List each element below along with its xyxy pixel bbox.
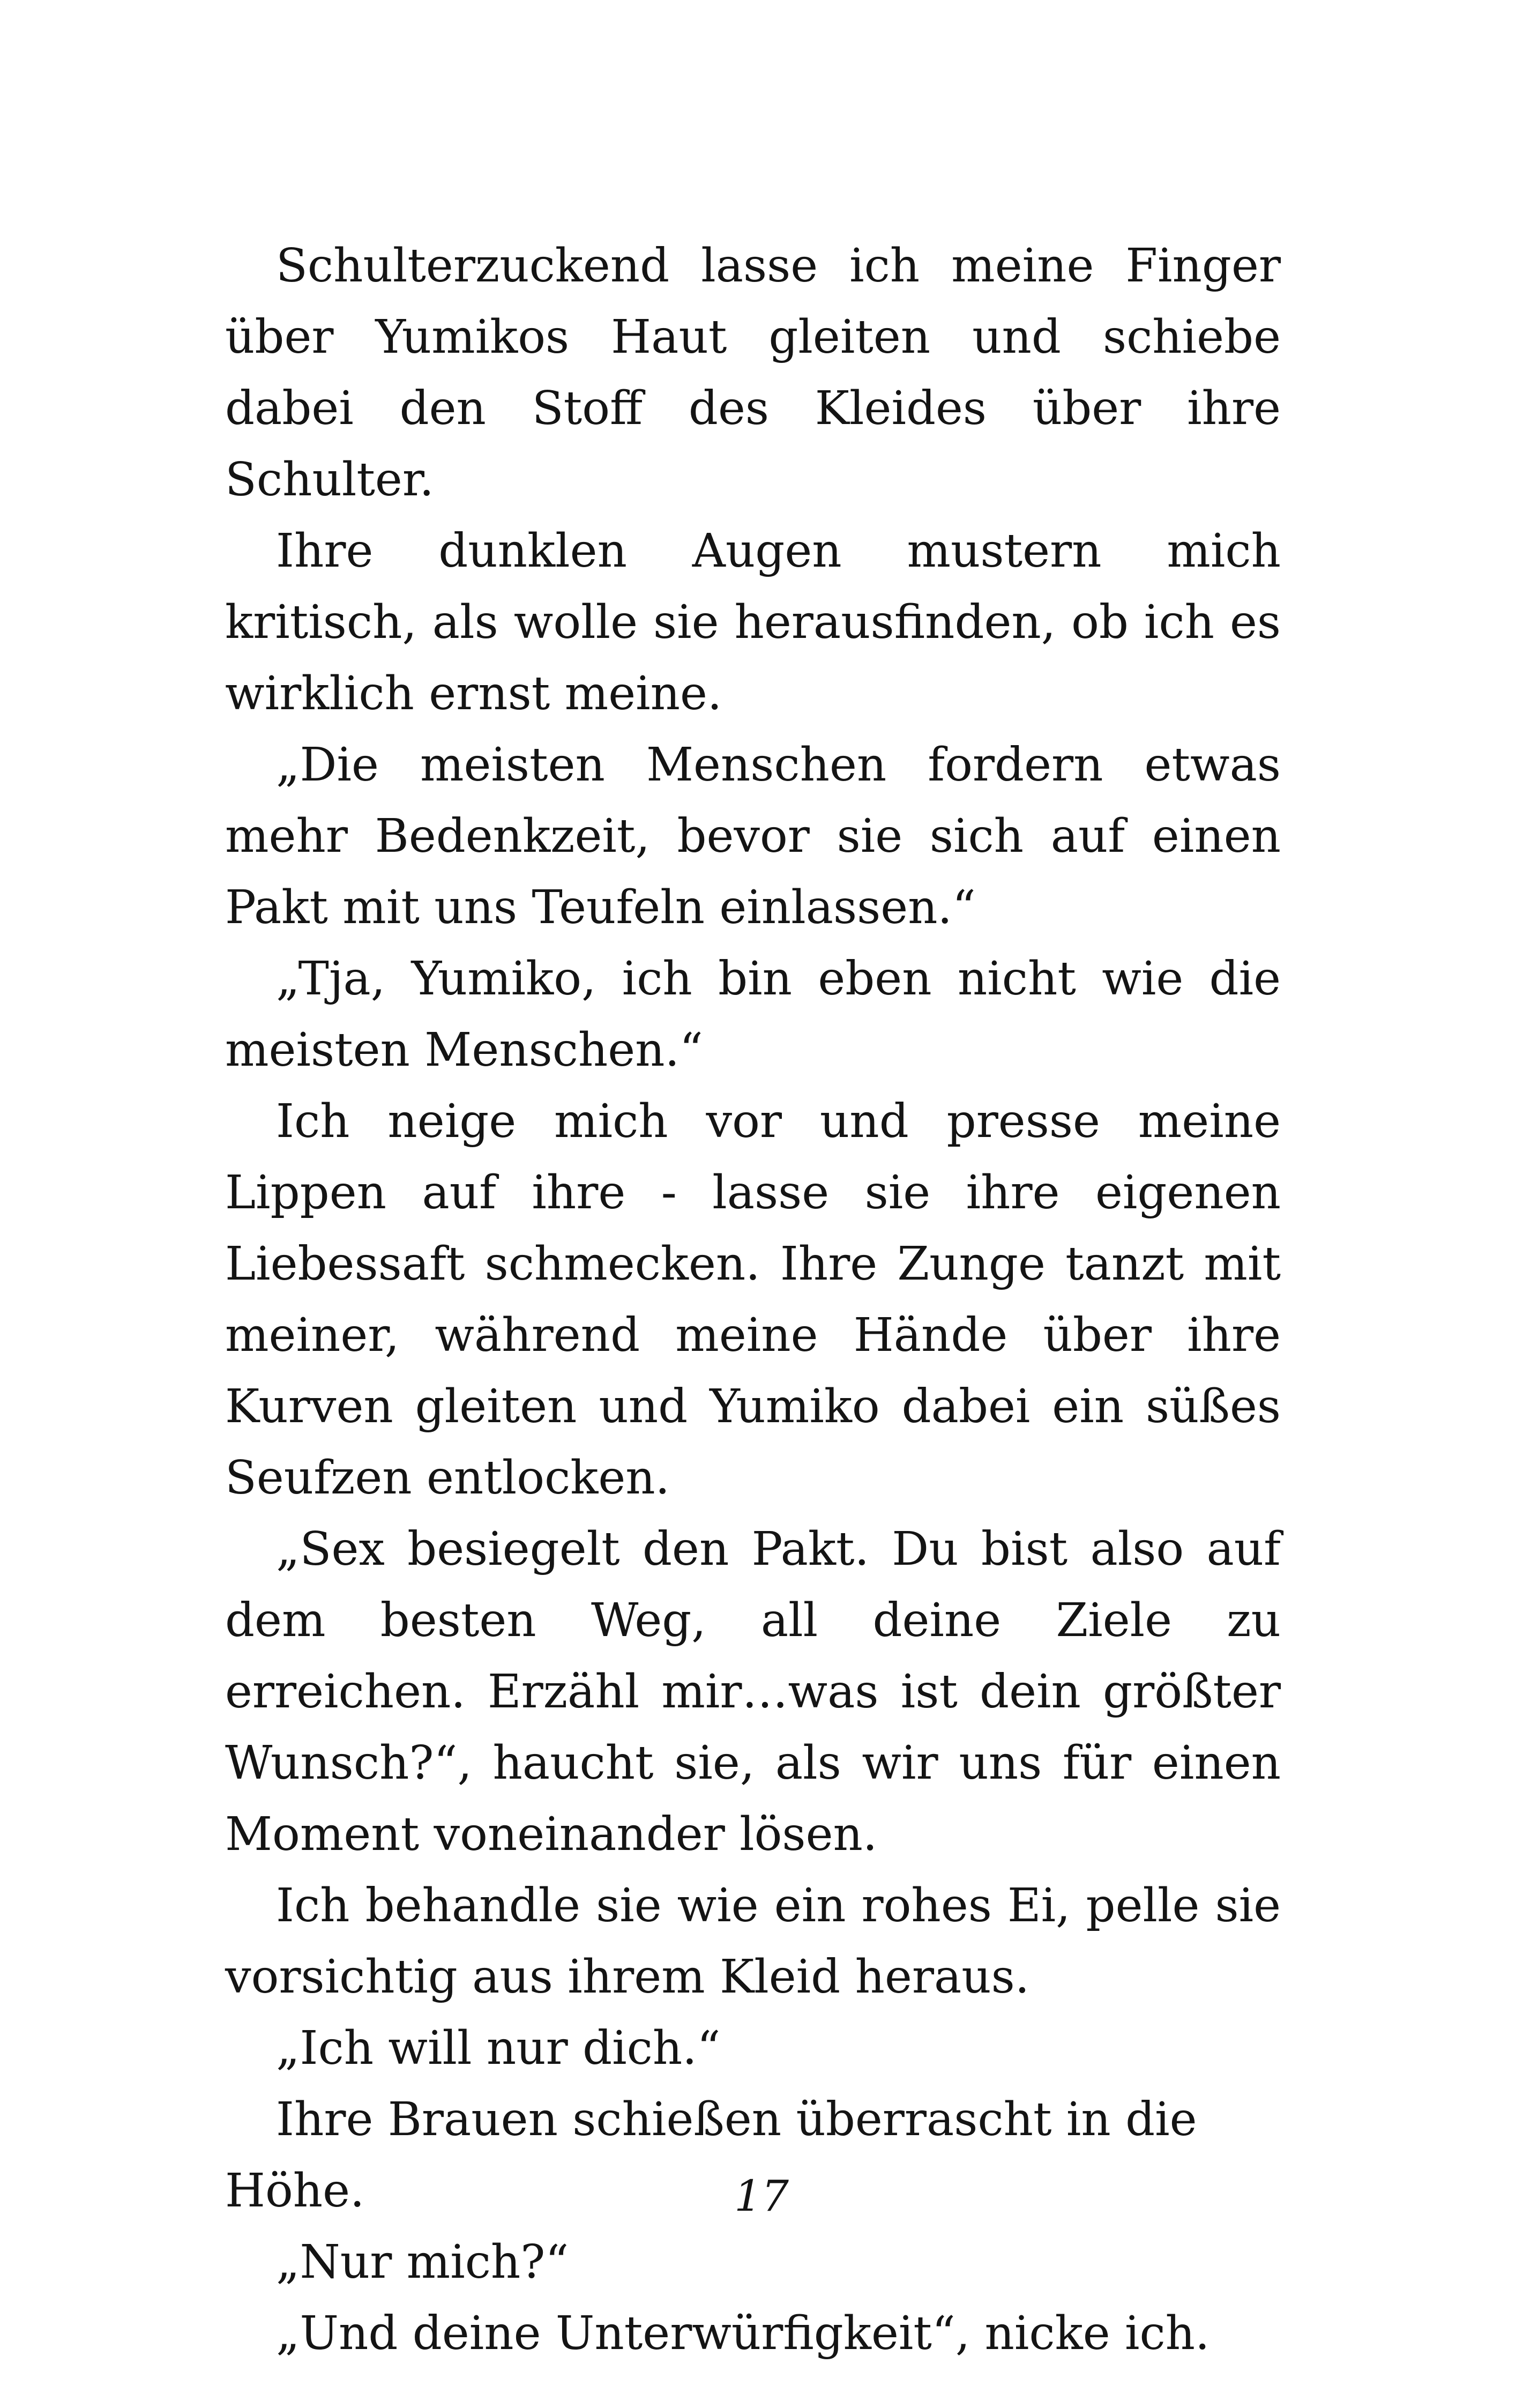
page-number: 17	[734, 2171, 789, 2221]
paragraph: „Tja, Yumiko, ich bin eben nicht wie die meisten Menschen.“	[225, 952, 1281, 1077]
paragraph: Schulterzuckend lasse ich meine Finger über Yumikos Haut gleiten und schiebe dabei den Stoff des Kleides über ihre Schulter.	[225, 239, 1281, 507]
paragraph: „Sex besiegelt den Pakt. Du bist also auf dem besten Weg, all deine Ziele zu erreichen. Erzähl mir…was ist dein größter Wunsch?“, haucht sie, als wir uns für einen Moment voneinander lösen.	[225, 1522, 1281, 1861]
paragraph: Ihre Brauen schießen überrascht in die Höhe.	[225, 2093, 1197, 2218]
paragraph: „Und deine Unterwürfigkeit“, nicke ich.	[276, 2307, 1210, 2360]
paragraph: „Ich will nur dich.“	[276, 2021, 721, 2075]
paragraph: Ich behandle sie wie ein rohes Ei, pelle sie vorsichtig aus ihrem Kleid heraus.	[225, 1879, 1281, 2004]
body-text	[225, 231, 1281, 2369]
paragraph: „Die meisten Menschen fordern etwas mehr Bedenkzeit, bevor sie sich auf einen Pakt mit uns Teufeln einlassen.“	[225, 738, 1281, 934]
paragraph: „Nur mich?“	[276, 2235, 569, 2289]
paragraph: Ich neige mich vor und presse meine Lippen auf ihre - lasse sie ihre eigenen Liebessaft schmecken. Ihre Zunge tanzt mit meiner, während meine Hände über ihre Kurven gleiten und Yumiko dabei ein süßes Seufzen entlocken.	[225, 1095, 1281, 1505]
paragraph: Ihre dunklen Augen mustern mich kritisch, als wolle sie herausfinden, ob ich es wirklich ernst meine.	[225, 524, 1281, 720]
